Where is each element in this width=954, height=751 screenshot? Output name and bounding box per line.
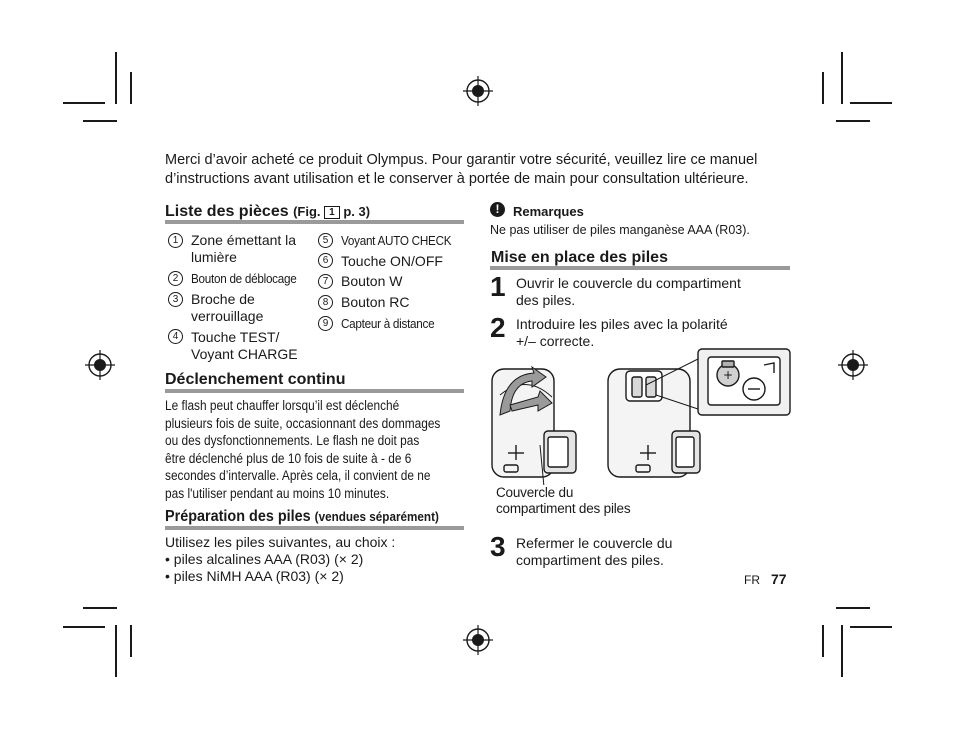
part-label: Bouton RC [341, 294, 410, 310]
registration-mark-icon [838, 350, 868, 380]
step-line: Introduire les piles avec la polarité [516, 316, 728, 332]
crop-mark [850, 626, 892, 628]
install-heading: Mise en place des piles [491, 249, 668, 266]
remarks-text: Ne pas utiliser de piles manganèse AAA (R03). [490, 223, 750, 237]
part-label: Touche ON/OFF [341, 253, 443, 269]
item-number: 6 [318, 253, 333, 268]
intro-line: d’instructions avant utilisation et le conserver à portée de main pour consultation ultérieure. [165, 171, 749, 187]
prep-body [165, 534, 395, 585]
illustration-caption [496, 485, 630, 517]
item-number: 3 [168, 292, 183, 307]
part-label: Bouton W [341, 273, 403, 289]
warning-icon: ! [490, 202, 505, 217]
crop-mark [63, 626, 105, 628]
crop-mark [83, 607, 117, 609]
registration-mark-icon [463, 625, 493, 655]
battery-detail-icon [698, 349, 790, 415]
prep-title: Préparation des piles [165, 508, 311, 525]
crop-mark [115, 52, 117, 104]
section-rule [165, 220, 464, 224]
item-number: 7 [318, 274, 333, 289]
item-number: 2 [168, 271, 183, 286]
crop-mark [83, 120, 117, 122]
item-number: 1 [168, 233, 183, 248]
part-label: Bouton de déblocage [191, 271, 297, 286]
parts-title: Liste des pièces [165, 203, 289, 220]
crop-mark [836, 120, 870, 122]
paragraph-line: ou des dysfonctionnements. Le flash ne doit pas [165, 433, 420, 449]
crop-mark [130, 72, 132, 104]
part-label-line: Voyant CHARGE [191, 346, 298, 362]
flash-unit-loaded-icon [608, 369, 700, 477]
step-line: des piles. [516, 292, 576, 308]
svg-text:+: + [723, 368, 734, 382]
item-number: 5 [318, 233, 333, 248]
step-line: compartiment des piles. [516, 552, 664, 568]
page-number: 77 [771, 571, 787, 587]
crop-mark [822, 72, 824, 104]
part-label-line: Touche TEST/ [191, 329, 280, 345]
intro-paragraph [165, 151, 795, 189]
intro-line: Merci d’avoir acheté ce produit Olympus. Pour garantir votre sécurité, veuillez lire ce manuel [165, 152, 758, 168]
crop-mark [841, 625, 843, 677]
paragraph-line: être déclenché plus de 10 fois de suite à - de 6 [165, 450, 412, 466]
prep-intro: Utilisez les piles suivantes, au choix : [165, 534, 396, 550]
prep-item: • piles NiMH AAA (R03) (× 2) [165, 568, 344, 584]
part-label-line: Broche de [191, 291, 255, 307]
part-label: Voyant AUTO CHECK [341, 233, 452, 248]
item-number: 8 [318, 295, 333, 310]
step-line: Ouvrir le couvercle du compartiment [516, 275, 741, 291]
part-label [191, 291, 263, 325]
paragraph-line: Le flash peut chauffer lorsqu’il est déclenché [165, 398, 400, 413]
section-rule [165, 389, 464, 393]
paragraph-line: secondes d’intervalle. Après cela, il convient de ne [165, 468, 431, 484]
step-number: 1 [490, 271, 506, 302]
fig-suffix: p. 3) [343, 204, 371, 219]
registration-mark-icon [463, 76, 493, 106]
part-label-line: verrouillage [191, 308, 264, 324]
caption-line: compartiment des piles [496, 501, 631, 516]
paragraph-line: pas l'utiliser pendant au moins 10 minutes. [165, 485, 390, 501]
step-line: +/– correcte. [516, 333, 595, 349]
language-label: FR [744, 573, 760, 587]
prep-heading [165, 508, 439, 526]
step-number: 3 [490, 531, 506, 562]
paragraph-line: plusieurs fois de suite, occasionnant des dommages [165, 415, 441, 431]
caption-line: Couvercle du [496, 485, 574, 500]
part-label [191, 329, 298, 363]
crop-mark [822, 625, 824, 657]
crop-mark [836, 607, 870, 609]
step-number: 2 [490, 312, 506, 343]
fig-prefix: (Fig. [293, 204, 321, 219]
part-label [191, 232, 296, 266]
remarks-title: Remarques [513, 204, 584, 219]
item-number: 9 [318, 316, 333, 331]
crop-mark [115, 625, 117, 677]
parts-heading [165, 203, 370, 221]
prep-item: • piles alcalines AAA (R03) (× 2) [165, 551, 364, 567]
item-number: 4 [168, 329, 183, 344]
crop-mark [850, 102, 892, 104]
continuous-paragraph [165, 397, 440, 503]
section-rule [490, 266, 790, 270]
section-rule [165, 526, 464, 530]
crop-mark [841, 52, 843, 104]
step-line: Refermer le couvercle du [516, 535, 673, 551]
step-text [516, 275, 741, 309]
part-label: Capteur à distance [341, 316, 435, 331]
step-text [516, 535, 672, 569]
prep-subtitle: (vendues séparément) [314, 509, 439, 524]
continuous-heading: Déclenchement continu [165, 371, 346, 388]
crop-mark [63, 102, 105, 104]
registration-mark-icon [85, 350, 115, 380]
fig-number: 1 [324, 206, 340, 219]
part-label-line: Zone émettant la [191, 232, 297, 248]
crop-mark [130, 625, 132, 657]
battery-illustration [486, 345, 796, 485]
part-label-line: lumière [191, 249, 237, 265]
fig-ref [293, 204, 370, 219]
